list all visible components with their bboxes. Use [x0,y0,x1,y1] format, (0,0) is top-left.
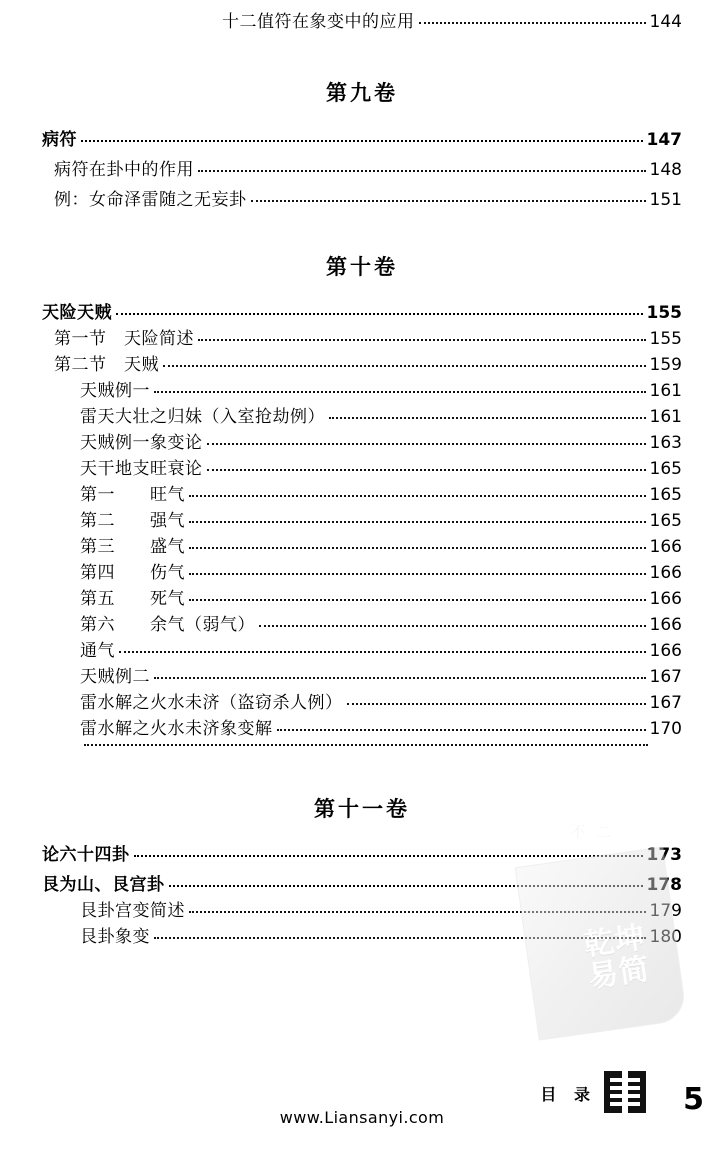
toc-entry [80,487,682,504]
toc-entry-page: 166 [649,641,682,661]
toc-entry [54,192,682,209]
toc-entry [80,721,682,738]
toc-entry-label: 第二节 天贼 [54,355,159,375]
volume-heading-10: 第十卷 [326,255,398,279]
toc-entry-label: 艮卦象变 [80,927,150,947]
toc-entry [80,513,682,530]
toc-entry [54,357,682,374]
leader-dots [169,885,643,887]
leader-dots [347,703,646,705]
toc-entry-label: 第六 余气（弱气） [80,615,255,635]
toc-entry-page: 155 [646,303,682,323]
toc-entry-continuation [222,14,682,31]
toc-entry [42,877,682,894]
toc-entry [80,669,682,686]
toc-entry-page: 155 [649,329,682,349]
toc-entry [80,435,682,452]
leader-dots [251,200,646,202]
volume-heading-11: 第十一卷 [314,797,410,821]
leader-dots [419,22,646,24]
toc-entry-page: 173 [646,845,682,865]
toc-entry [80,565,682,582]
leader-dots [189,573,646,575]
toc-entry-page: 166 [649,589,682,609]
leader-dots [154,677,646,679]
toc-entry [42,847,682,864]
leader-dots [207,443,646,445]
toc-entry-label: 天干地支旺衰论 [80,459,203,479]
toc-entry [80,695,682,712]
toc-entry-label: 例：女命泽雷随之无妄卦 [54,190,247,210]
toc-entry-page: 159 [649,355,682,375]
toc-entry-label: 病符在卦中的作用 [54,160,194,180]
toc-entry [80,461,682,478]
toc-entry-page: 180 [649,927,682,947]
leader-dots [259,625,646,627]
toc-entry-page: 161 [649,381,682,401]
footer-website: www.Liansanyi.com [279,1108,445,1127]
faint-brush-text: 不 二 [570,823,614,841]
toc-entry-label: 艮卦宫变简述 [80,901,185,921]
leader-dots [189,495,646,497]
toc-entry-page: 179 [649,901,682,921]
leader-dots [329,417,646,419]
page-number: 5 [683,1082,704,1117]
toc-entry [80,929,682,946]
leader-dots [116,313,643,315]
leader-dots [198,339,646,341]
toc-entry-label: 病符 [42,130,77,150]
toc-entry-page: 167 [649,667,682,687]
toc-entry-page: 166 [649,537,682,557]
toc-entry-label: 天险天贼 [42,303,112,323]
toc-entry-page: 144 [649,12,682,32]
toc-entry-label: 雷水解之火水未济（盗窃杀人例） [80,693,343,713]
leader-dots [154,391,646,393]
toc-entry [54,162,682,179]
toc-entry [80,409,682,426]
toc-entry [80,903,682,920]
leader-dots [163,365,646,367]
toc-entry-label: 第一 旺气 [80,485,185,505]
page-footer [0,1071,724,1131]
toc-entry-page: 163 [649,433,682,453]
leader-dots [189,521,646,523]
toc-entry-label: 通气 [80,641,115,661]
volume-heading-9: 第九卷 [326,81,398,105]
toc-entry [42,305,682,322]
toc-entry [80,617,682,634]
toc-entry-page: 167 [649,693,682,713]
toc-entry [80,539,682,556]
leader-dots [277,729,646,731]
toc-entry-page: 151 [649,190,682,210]
toc-entry-label: 艮为山、艮宫卦 [42,875,165,895]
toc-entry-page: 165 [649,485,682,505]
toc-entry-label: 十二值符在象变中的应用 [222,12,415,32]
toc-entry [80,591,682,608]
toc-entry-label: 雷天大壮之归妹（入室抢劫例） [80,407,325,427]
seal-glyphs: 乾坤 易简 [581,920,653,995]
toc-entry-label: 第五 死气 [80,589,185,609]
toc-entry-page: 147 [646,130,682,150]
toc-entry-label: 天贼例二 [80,667,150,687]
leader-dots [134,855,643,857]
footer-section-label: 目 录 [540,1085,596,1104]
toc-entry-page: 166 [649,563,682,583]
leader-dots [84,744,648,746]
toc-entry-label: 第一节 天险简述 [54,329,194,349]
toc-entry-label: 雷水解之火水未济象变解 [80,719,273,739]
leader-dots [189,599,646,601]
toc-entry [80,383,682,400]
toc-entry-label: 论六十四卦 [42,845,130,865]
toc-entry-label: 第四 伤气 [80,563,185,583]
leader-dots [154,937,646,939]
leader-dots [189,911,646,913]
toc-entry-label: 天贼例一象变论 [80,433,203,453]
leader-dots [189,547,646,549]
leader-dots [81,140,643,142]
toc-entry-label: 第二 强气 [80,511,185,531]
book-logo-icon [604,1071,646,1113]
toc-entry-page: 165 [649,459,682,479]
toc-entry [80,643,682,660]
toc-entry [54,331,682,348]
toc-entry-label: 天贼例一 [80,381,150,401]
toc-entry-page: 148 [649,160,682,180]
leader-dots [207,469,646,471]
leader-dots [119,651,646,653]
toc-entry [42,132,682,149]
toc-entry-label: 第三 盛气 [80,537,185,557]
toc-entry-page: 170 [649,719,682,739]
toc-entry-page: 166 [649,615,682,635]
leader-dots [198,170,646,172]
toc-entry-page: 178 [646,875,682,895]
toc-entry-page: 161 [649,407,682,427]
toc-entry-page: 165 [649,511,682,531]
